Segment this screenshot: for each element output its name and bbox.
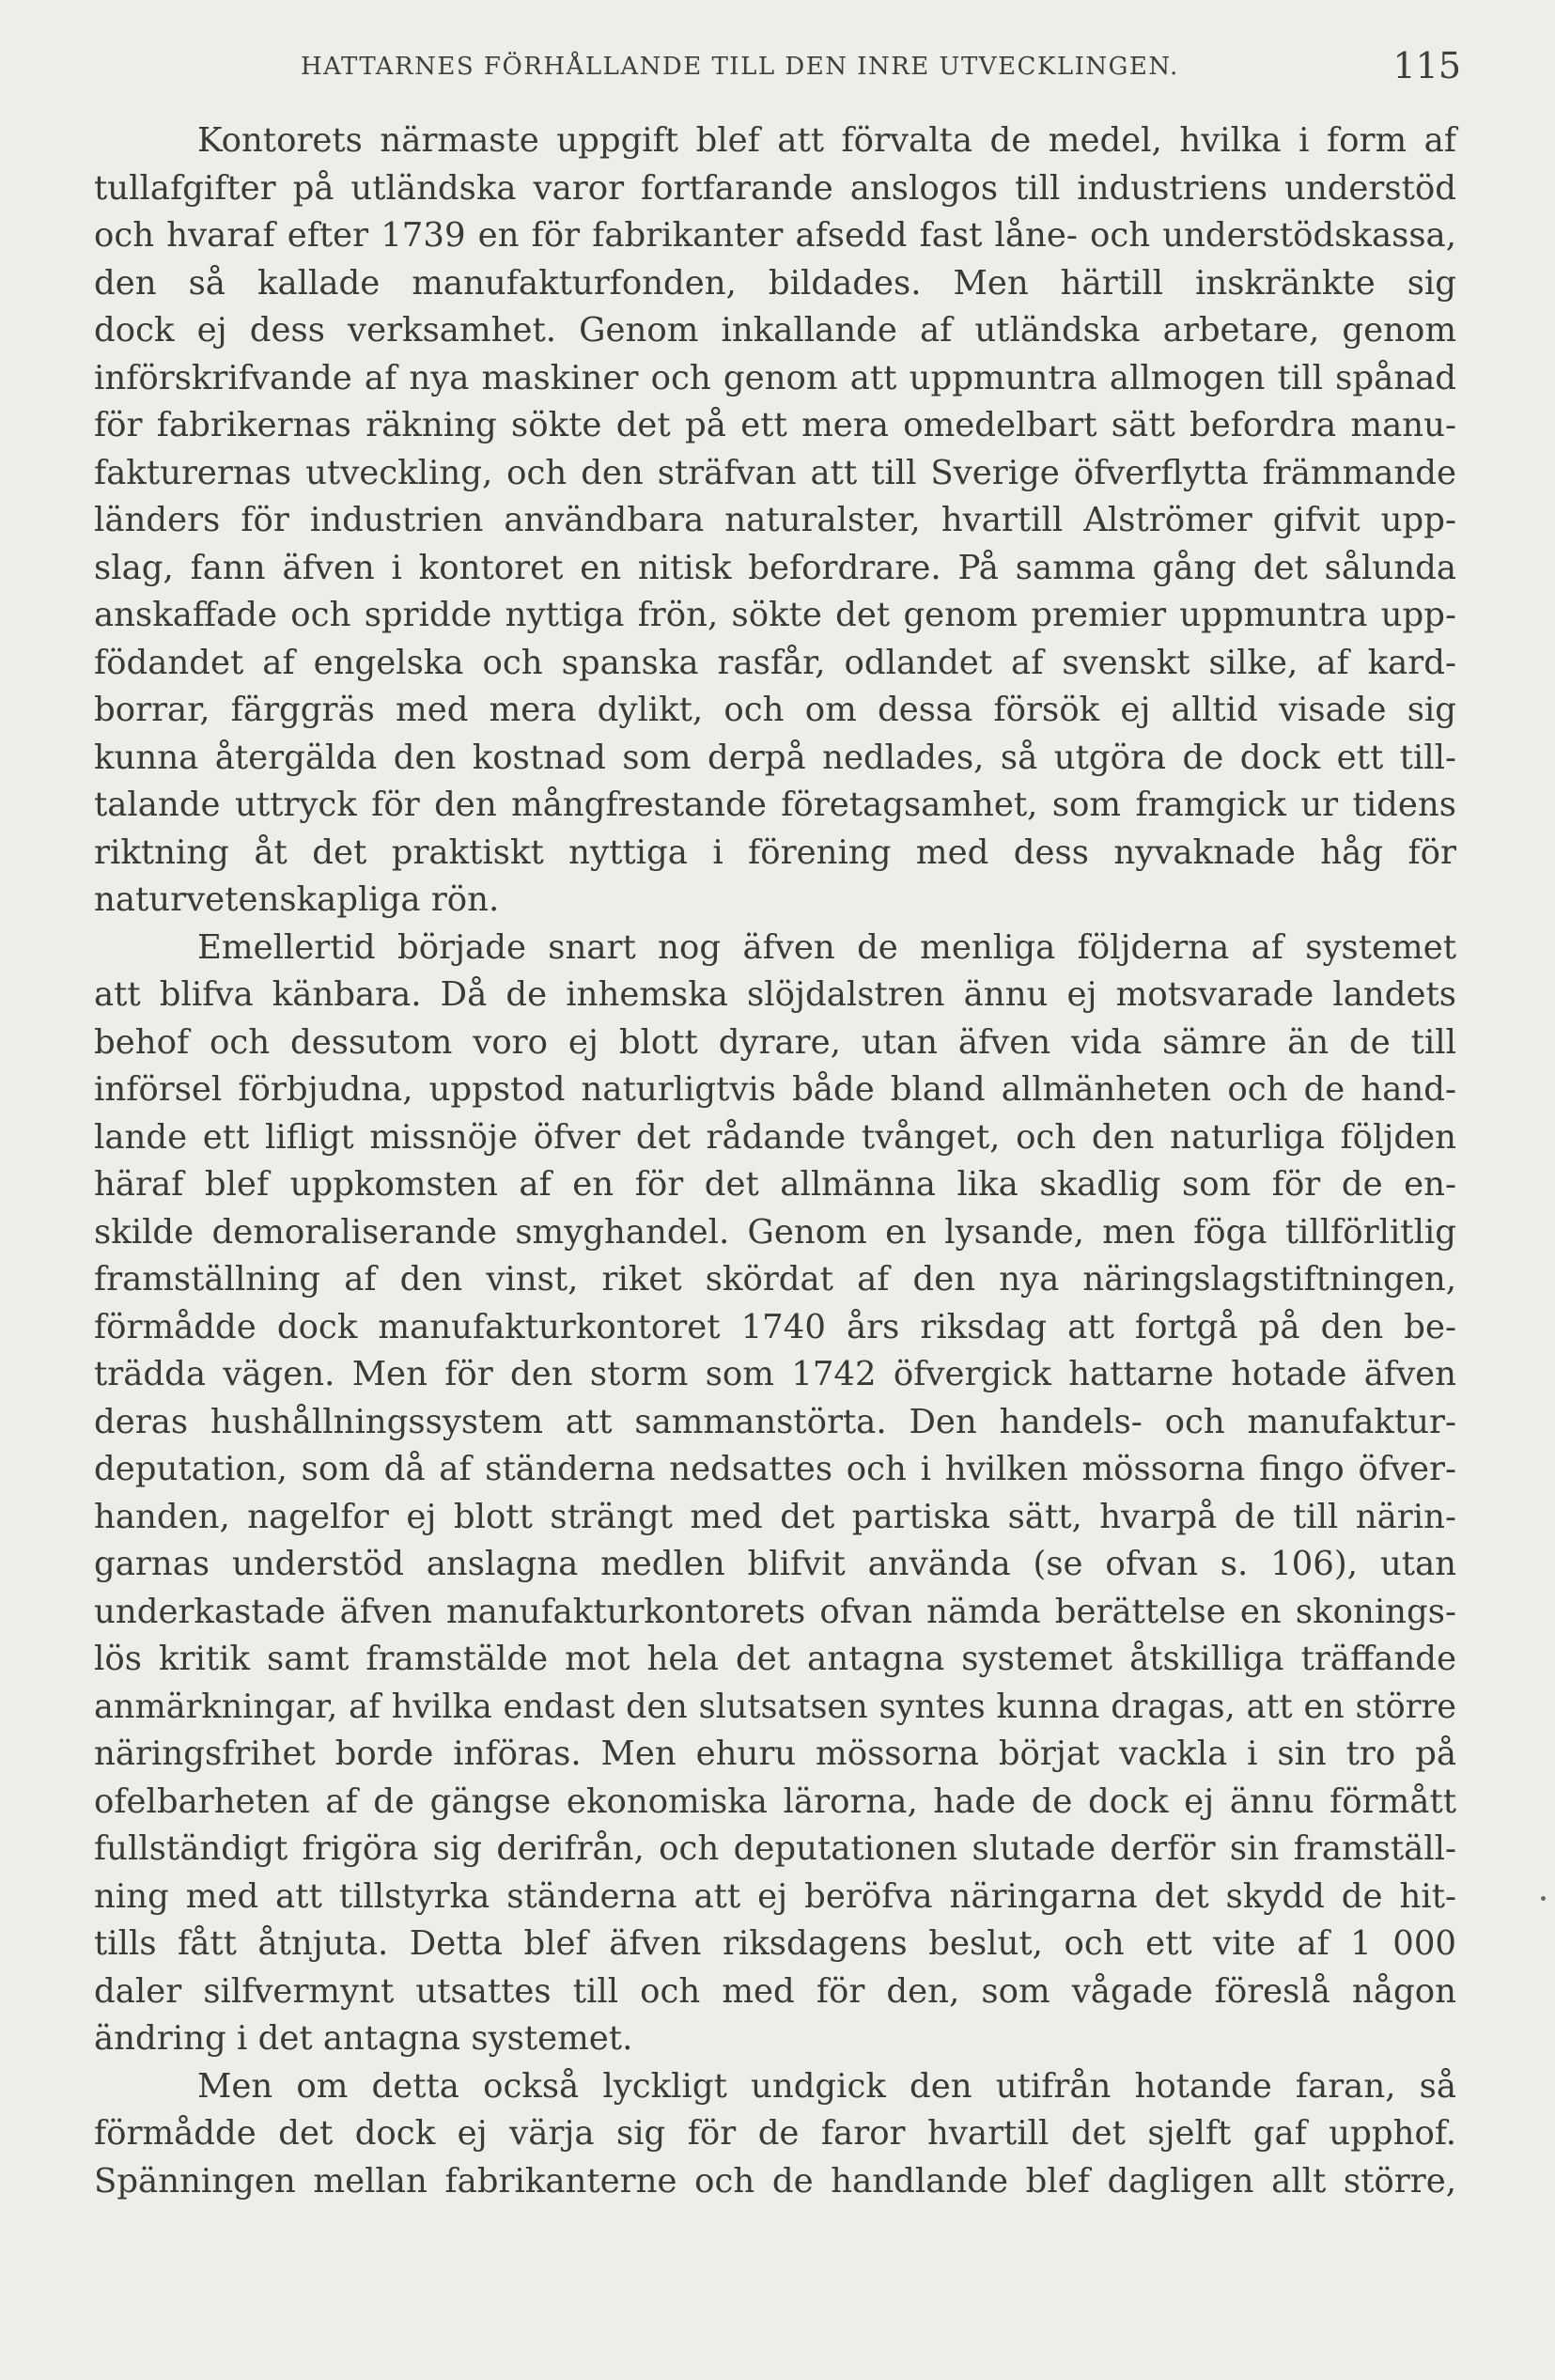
text-line: tills fått åtnjuta. Detta blef äfven riksdagens beslut, och ett vite af 1 000 xyxy=(94,1924,1456,1963)
text-line: lös kritik samt framstälde mot hela det antagna systemet åtskilliga träffande xyxy=(94,1640,1456,1678)
text-line: tullafgifter på utländska varor fortfarande anslogos till industriens understöd xyxy=(94,168,1456,208)
text-line: födandet af engelska och spanska rasfår, odlandet af svenskt silke, af kard- xyxy=(94,643,1456,682)
text-line: ofelbarheten af de gängse ekonomiska lärorna, hade de dock ej ännu förmått xyxy=(94,1781,1456,1821)
text-line: dock ej dess verksamhet. Genom inkallande af utländska arbetare, genom xyxy=(94,311,1456,350)
text-line: ändring i det antagna systemet. xyxy=(94,2019,633,2058)
text-line: deputation, som då af ständerna nedsattes och i hvilken mössorna fingo öfver- xyxy=(94,1450,1456,1488)
text-line: daler silfvermynt utsattes till och med för den, som vågade föreslå någon xyxy=(94,1971,1456,2011)
margin-dot xyxy=(1541,1896,1546,1901)
text-line: framställning af den vinst, riket skördat af den nya näringslagstiftningen, xyxy=(94,1260,1456,1299)
text-line: länders för industrien användbara naturalster, hvartill Alströmer gifvit upp- xyxy=(94,501,1456,539)
text-line: införskrifvande af nya maskiner och genom att uppmuntra allmogen till spånad xyxy=(94,358,1456,397)
text-line: behof och dessutom voro ej blott dyrare, utan äfven vida sämre än de till xyxy=(94,1022,1456,1062)
text-line: Spänningen mellan fabrikanterne och de handlande blef dagligen allt större, xyxy=(94,2161,1456,2201)
running-header xyxy=(94,45,1461,96)
text-line: garnas understöd anslagna medlen blifvit använda (se ofvan s. 106), utan xyxy=(94,1545,1456,1583)
body-text xyxy=(94,117,1456,2205)
text-line: näringsfrihet borde införas. Men ehuru mössorna börjat vackla i sin tro på xyxy=(94,1734,1456,1773)
text-line: häraf blef uppkomsten af en för det allmänna lika skadlig som för de en- xyxy=(94,1165,1456,1204)
text-line: skilde demoraliserande smyghandel. Genom en lysande, men föga tillförlitlig xyxy=(94,1212,1456,1252)
text-line: fakturernas utveckling, och den sträfvan att till Sverige öfverflytta främmande xyxy=(94,453,1456,492)
text-line: att blifva känbara. Då de inhemska slöjdalstren ännu ej motsvarade landets xyxy=(94,975,1456,1014)
text-line: handen, nagelfor ej blott strängt med det partiska sätt, hvarpå de till närin- xyxy=(94,1497,1456,1536)
text-line: den så kallade manufakturfonden, bildades. Men härtill inskränkte sig xyxy=(94,263,1456,303)
text-line: ning med att tillstyrka ständerna att ej beröfva näringarna det skydd de hit- xyxy=(94,1876,1456,1916)
text-line: Emellertid började snart nog äfven de menliga följderna af systemet xyxy=(197,927,1456,967)
text-line: för fabrikernas räkning sökte det på ett mera omedelbart sätt befordra manu- xyxy=(94,406,1456,444)
text-line: underkastade äfven manufakturkontorets ofvan nämda berättelse en skonings- xyxy=(94,1592,1456,1631)
text-line: förmådde det dock ej värja sig för de faror hvartill det sjelft gaf upphof. xyxy=(94,2114,1456,2153)
text-line: trädda vägen. Men för den storm som 1742 öfvergick hattarne hotade äfven xyxy=(94,1355,1456,1393)
text-line: riktning åt det praktiskt nyttiga i förening med dess nyvaknade håg för xyxy=(94,832,1456,872)
text-line: anskaffade och spridde nyttiga frön, sökte det genom premier uppmuntra upp- xyxy=(94,596,1456,634)
text-line: Men om detta också lyckligt undgick den utifrån hotande faran, så xyxy=(197,2066,1456,2106)
text-line: och hvaraf efter 1739 en för fabrikanter afsedd fast låne- och understödskassa, xyxy=(94,216,1456,255)
text-line: talande uttryck för den mångfrestande företagsamhet, som framgick ur tidens xyxy=(94,786,1456,824)
text-line: fullständigt frigöra sig derifrån, och deputationen slutade derför sin framställ- xyxy=(94,1829,1456,1868)
text-line: införsel förbjudna, uppstod naturligtvis både bland allmänheten och de hand- xyxy=(94,1070,1456,1109)
text-line: slag, fann äfven i kontoret en nitisk befordrare. På samma gång det sålunda xyxy=(94,548,1456,587)
text-line: naturvetenskapliga rön. xyxy=(94,880,500,919)
text-line: Kontorets närmaste uppgift blef att förvalta de medel, hvilka i form af xyxy=(197,121,1456,160)
page-number: 115 xyxy=(1392,45,1461,86)
text-line: borrar, färggräs med mera dylikt, och om dessa försök ej alltid visade sig xyxy=(94,691,1456,729)
text-line: kunna återgälda den kostnad som derpå nedlades, så utgöra de dock ett till- xyxy=(94,738,1456,777)
text-line: deras hushållningssystem att sammanstörta. Den handels- och manufaktur- xyxy=(94,1402,1456,1441)
running-title: HATTARNES FÖRHÅLLANDE TILL DEN INRE UTVECKLINGEN. xyxy=(301,53,1179,81)
text-line: anmärkningar, af hvilka endast den slutsatsen syntes kunna dragas, att en större xyxy=(94,1687,1456,1726)
text-line: förmådde dock manufakturkontoret 1740 års riksdag att fortgå på den be- xyxy=(94,1307,1456,1346)
text-line: lande ett lifligt missnöje öfver det rådande tvånget, och den naturliga följden xyxy=(94,1117,1456,1157)
